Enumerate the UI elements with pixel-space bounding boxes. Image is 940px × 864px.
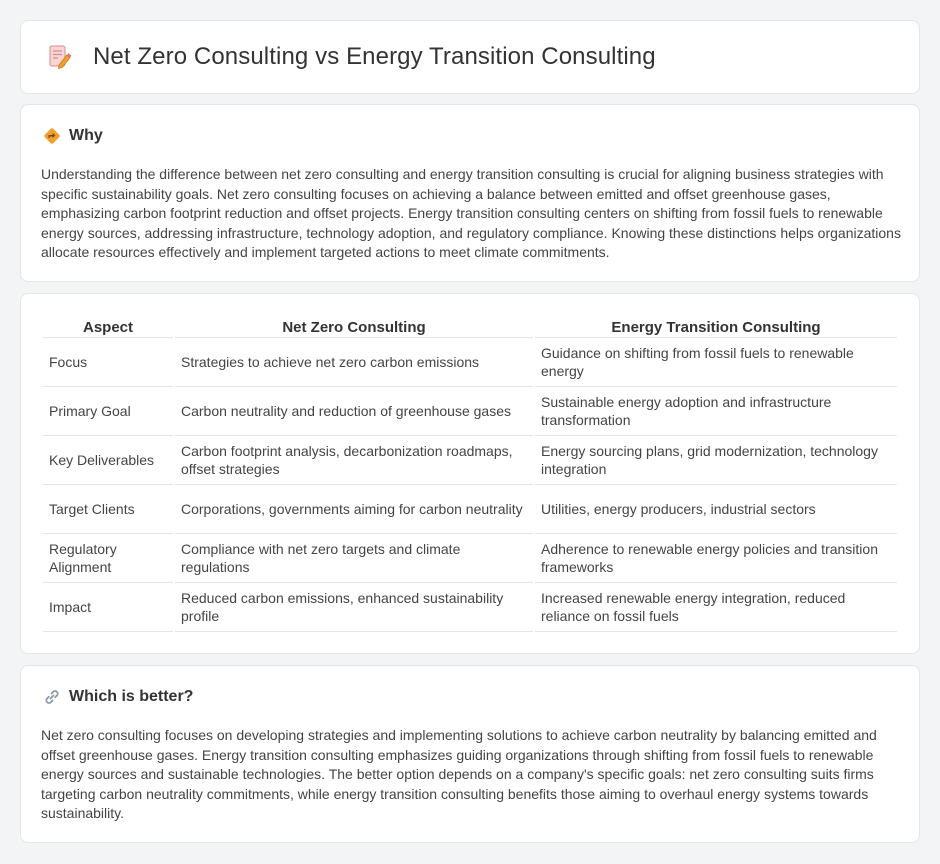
title-row: [45, 43, 656, 71]
table-row: [43, 338, 897, 387]
header-net-zero: Net Zero Consulting: [175, 314, 533, 338]
header-aspect: Aspect: [43, 314, 173, 338]
cell-net-zero: Strategies to achieve net zero carbon emissions: [175, 338, 533, 387]
table-row: [43, 485, 897, 534]
comparison-section: [20, 293, 920, 654]
cell-net-zero: Corporations, governments aiming for carbon neutrality: [175, 485, 533, 534]
cell-aspect: Target Clients: [43, 485, 173, 534]
cell-energy-transition: Guidance on shifting from fossil fuels to renewable energy: [535, 338, 897, 387]
better-body: Net zero consulting focuses on developing strategies and implementing solutions to achieve carbon neutrality by balancing emitted and offset greenhouse gases. Energy transition consulting emphasizes guiding organizations through shifting from fossil fuels to renewable energy sources and sustainable technologies. The better option depends on a company's specific goals: net zero consulting suits firms targeting carbon neutrality commitments, while energy transition consulting benefits those aiming to overhaul energy systems towards sustainability.: [41, 727, 877, 822]
cell-aspect: Key Deliverables: [43, 436, 173, 485]
diamond-signpost-icon: [43, 127, 61, 145]
cell-energy-transition: Adherence to renewable energy policies and transition frameworks: [535, 534, 897, 583]
document-pencil-icon: [45, 43, 73, 71]
cell-net-zero: Reduced carbon emissions, enhanced sustainability profile: [175, 583, 533, 632]
table-row: [43, 436, 897, 485]
cell-aspect: Focus: [43, 338, 173, 387]
which-is-better-section: [20, 665, 920, 843]
page-title: Net Zero Consulting vs Energy Transition Consulting: [93, 43, 656, 70]
cell-energy-transition: Increased renewable energy integration, reduced reliance on fossil fuels: [535, 583, 897, 632]
cell-energy-transition: Energy sourcing plans, grid modernization, technology integration: [535, 436, 897, 485]
better-header: [43, 688, 193, 706]
link-icon: [43, 688, 61, 706]
title-card: [20, 20, 920, 94]
why-section: [20, 104, 920, 282]
better-heading: Which is better?: [69, 688, 194, 705]
why-body: Understanding the difference between net zero consulting and energy transition consulting is crucial for aligning business strategies with specific sustainability goals. Net zero consulting focuses on achieving a balance between emitted and offset greenhouse gases, emphasizing carbon footprint reduction and offset projects. Energy transition consulting centers on shifting from fossil fuels to renewable energy sources, addressing infrastructure, technology adoption, and regulatory compliance. Knowing these distinctions helps organizations allocate resources effectively and implement targeted actions to meet climate commitments.: [41, 166, 901, 261]
cell-net-zero: Compliance with net zero targets and climate regulations: [175, 534, 533, 583]
table-header-row: [43, 314, 897, 338]
cell-aspect: Regulatory Alignment: [43, 534, 173, 583]
table-row: [43, 534, 897, 583]
cell-energy-transition: Utilities, energy producers, industrial sectors: [535, 485, 897, 534]
table-row: [43, 387, 897, 436]
cell-aspect: Primary Goal: [43, 387, 173, 436]
cell-net-zero: Carbon neutrality and reduction of greenhouse gases: [175, 387, 533, 436]
cell-net-zero: Carbon footprint analysis, decarbonization roadmaps, offset strategies: [175, 436, 533, 485]
comparison-table: [41, 314, 899, 632]
cell-aspect: Impact: [43, 583, 173, 632]
table-row: [43, 583, 897, 632]
why-header: [43, 127, 103, 145]
header-energy-transition: Energy Transition Consulting: [535, 314, 897, 338]
why-heading: Why: [69, 127, 103, 144]
cell-energy-transition: Sustainable energy adoption and infrastructure transformation: [535, 387, 897, 436]
